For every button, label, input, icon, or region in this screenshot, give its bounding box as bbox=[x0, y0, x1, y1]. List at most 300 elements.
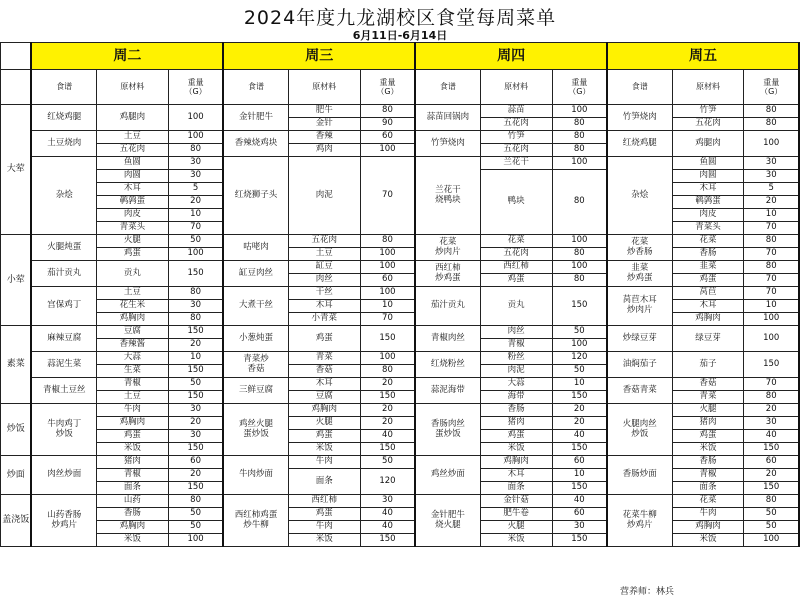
ingredient-cell: 肉丝 bbox=[480, 326, 552, 339]
ingredient-cell: 火腿 bbox=[288, 417, 360, 430]
dish-name: 蒜苗回锅肉 bbox=[415, 105, 480, 131]
ingredient-cell: 鸡蛋 bbox=[672, 274, 744, 287]
weight-cell: 10 bbox=[360, 300, 415, 313]
ingredient-cell: 鸡胸肉 bbox=[96, 417, 168, 430]
ingredient-cell: 青椒 bbox=[96, 378, 168, 391]
weight-cell: 20 bbox=[360, 417, 415, 430]
weight-cell: 30 bbox=[552, 521, 607, 534]
dish-name: 杂烩 bbox=[31, 157, 96, 235]
ingredient-cell: 鹌鹑蛋 bbox=[96, 196, 168, 209]
meal-type-label: 盖浇饭 bbox=[1, 495, 32, 547]
ingredient-cell: 西红柿 bbox=[480, 261, 552, 274]
ingredient-cell: 缸豆 bbox=[288, 261, 360, 274]
weight-cell: 5 bbox=[168, 183, 223, 196]
ingredient-cell: 米饭 bbox=[288, 443, 360, 456]
ingredient-cell: 米饭 bbox=[96, 534, 168, 547]
weight-cell: 70 bbox=[360, 157, 415, 235]
dish-name: 茄汁贡丸 bbox=[31, 261, 96, 287]
weight-cell: 10 bbox=[168, 209, 223, 222]
ingredient-cell: 木耳 bbox=[480, 469, 552, 482]
weight-cell: 50 bbox=[360, 456, 415, 469]
weight-cell: 80 bbox=[168, 313, 223, 326]
ingredient-cell: 鸡胸肉 bbox=[672, 521, 744, 534]
ingredient-cell: 鸭块 bbox=[480, 170, 552, 235]
table-row bbox=[1, 287, 800, 300]
ingredient-cell: 鸡胸肉 bbox=[480, 456, 552, 469]
col-header-qty: 重量 （G） bbox=[552, 70, 607, 105]
weight-cell: 60 bbox=[744, 456, 799, 469]
ingredient-cell: 木耳 bbox=[672, 183, 744, 196]
table-row bbox=[1, 131, 800, 144]
column-header-row bbox=[1, 70, 800, 105]
col-header-qty: 重量 （G） bbox=[168, 70, 223, 105]
table-row bbox=[1, 521, 800, 534]
weight-cell: 30 bbox=[168, 404, 223, 417]
weight-cell: 100 bbox=[168, 131, 223, 144]
weight-cell: 150 bbox=[360, 534, 415, 547]
meal-type-label: 素菜 bbox=[1, 326, 32, 404]
weight-cell: 10 bbox=[552, 469, 607, 482]
weight-cell: 20 bbox=[168, 196, 223, 209]
dish-name: 蒜泥生菜 bbox=[31, 352, 96, 378]
ingredient-cell: 鸡胸肉 bbox=[672, 313, 744, 326]
weight-cell: 20 bbox=[360, 404, 415, 417]
weight-cell: 30 bbox=[168, 157, 223, 170]
ingredient-cell: 面条 bbox=[96, 482, 168, 495]
dish-name: 三鲜豆腐 bbox=[223, 378, 288, 404]
weight-cell: 50 bbox=[168, 508, 223, 521]
table-row bbox=[1, 235, 800, 248]
ingredient-cell: 青椒 bbox=[480, 339, 552, 352]
dish-name: 油焖茄子 bbox=[607, 352, 672, 378]
weight-cell: 100 bbox=[168, 248, 223, 261]
ingredient-cell: 鹌鹑蛋 bbox=[672, 196, 744, 209]
ingredient-cell: 竹笋 bbox=[480, 131, 552, 144]
table-row bbox=[1, 352, 800, 365]
ingredient-cell: 火腿 bbox=[480, 521, 552, 534]
ingredient-cell: 花菜 bbox=[672, 235, 744, 248]
dish-name: 莴苣木耳 炒肉片 bbox=[607, 287, 672, 326]
ingredient-cell: 土豆 bbox=[288, 248, 360, 261]
ingredient-cell: 木耳 bbox=[96, 183, 168, 196]
ingredient-cell: 牛肉 bbox=[672, 508, 744, 521]
weight-cell: 120 bbox=[552, 352, 607, 365]
ingredient-cell: 猪肉 bbox=[480, 417, 552, 430]
day-header: 周五 bbox=[607, 43, 799, 70]
corner-cell bbox=[1, 43, 32, 70]
ingredient-cell: 贡丸 bbox=[480, 287, 552, 326]
weight-cell: 80 bbox=[744, 105, 799, 118]
ingredient-cell: 肉丝 bbox=[288, 274, 360, 287]
weight-cell: 100 bbox=[360, 144, 415, 157]
page-title: 2024年度九龙湖校区食堂每周菜单 bbox=[243, 7, 557, 29]
table-row bbox=[1, 417, 800, 430]
weight-cell: 40 bbox=[744, 430, 799, 443]
ingredient-cell: 生菜 bbox=[96, 365, 168, 378]
ingredient-cell: 五花肉 bbox=[480, 144, 552, 157]
ingredient-cell: 绿豆芽 bbox=[672, 326, 744, 352]
ingredient-cell: 肉皮 bbox=[96, 209, 168, 222]
weight-cell: 150 bbox=[168, 391, 223, 404]
weight-cell: 100 bbox=[360, 287, 415, 300]
ingredient-cell: 鸡胸肉 bbox=[288, 404, 360, 417]
dish-name: 香肠炒面 bbox=[607, 456, 672, 495]
ingredient-cell: 花菜 bbox=[480, 235, 552, 248]
table-row bbox=[1, 313, 800, 326]
weight-cell: 40 bbox=[552, 495, 607, 508]
ingredient-cell: 西红柿 bbox=[288, 495, 360, 508]
ingredient-cell: 贡丸 bbox=[96, 261, 168, 287]
dish-name: 土豆烧肉 bbox=[31, 131, 96, 157]
ingredient-cell: 鸡蛋 bbox=[672, 430, 744, 443]
weight-cell: 80 bbox=[744, 118, 799, 131]
weight-cell: 80 bbox=[552, 131, 607, 144]
ingredient-cell: 火腿 bbox=[672, 404, 744, 417]
ingredient-cell: 蒜苗 bbox=[480, 105, 552, 118]
ingredient-cell: 面条 bbox=[480, 482, 552, 495]
weight-cell: 70 bbox=[168, 222, 223, 235]
meal-type-label: 大荤 bbox=[1, 105, 32, 235]
day-header: 周四 bbox=[415, 43, 607, 70]
ingredient-cell: 肥牛卷 bbox=[480, 508, 552, 521]
weight-cell: 80 bbox=[744, 495, 799, 508]
dish-name: 火腿炖蛋 bbox=[31, 235, 96, 261]
dish-name: 咕咾肉 bbox=[223, 235, 288, 261]
day-header-row bbox=[1, 43, 800, 70]
weight-cell: 30 bbox=[744, 170, 799, 183]
ingredient-cell: 火腿 bbox=[96, 235, 168, 248]
ingredient-cell: 肉泥 bbox=[288, 157, 360, 235]
dish-name: 竹笋烧肉 bbox=[607, 105, 672, 131]
ingredient-cell: 粉丝 bbox=[480, 352, 552, 365]
corner-cell bbox=[1, 70, 32, 105]
col-header-qty: 重量 （G） bbox=[360, 70, 415, 105]
weight-cell: 100 bbox=[168, 105, 223, 131]
weight-cell: 10 bbox=[168, 352, 223, 365]
weight-cell: 100 bbox=[552, 261, 607, 274]
ingredient-cell: 鱼圆 bbox=[672, 157, 744, 170]
ingredient-cell: 香肠 bbox=[96, 508, 168, 521]
ingredient-cell: 花菜 bbox=[672, 495, 744, 508]
table-row bbox=[1, 105, 800, 118]
meal-type-label: 炒饭 bbox=[1, 404, 32, 456]
weight-cell: 150 bbox=[552, 534, 607, 547]
weight-cell: 80 bbox=[360, 365, 415, 378]
dish-name: 鸡丝火腿 蛋炒饭 bbox=[223, 404, 288, 456]
ingredient-cell: 青椒 bbox=[96, 469, 168, 482]
ingredient-cell: 海带 bbox=[480, 391, 552, 404]
ingredient-cell: 牛肉 bbox=[288, 521, 360, 534]
ingredient-cell: 青菜头 bbox=[672, 222, 744, 235]
ingredient-cell: 米饭 bbox=[672, 534, 744, 547]
dish-name: 韭菜 炒鸡蛋 bbox=[607, 261, 672, 287]
dish-name: 杂烩 bbox=[607, 157, 672, 235]
ingredient-cell: 木耳 bbox=[288, 300, 360, 313]
weight-cell: 150 bbox=[744, 443, 799, 456]
weight-cell: 70 bbox=[744, 274, 799, 287]
weight-cell: 80 bbox=[552, 248, 607, 261]
ingredient-cell: 五花肉 bbox=[288, 235, 360, 248]
weight-cell: 120 bbox=[360, 469, 415, 495]
ingredient-cell: 米饭 bbox=[480, 534, 552, 547]
ingredient-cell: 鸡腿肉 bbox=[96, 105, 168, 131]
ingredient-cell: 鸡蛋 bbox=[288, 430, 360, 443]
ingredient-cell: 木耳 bbox=[672, 300, 744, 313]
weight-cell: 150 bbox=[168, 365, 223, 378]
dish-name: 山药香肠 炒鸡片 bbox=[31, 495, 96, 547]
weight-cell: 30 bbox=[744, 157, 799, 170]
weight-cell: 150 bbox=[168, 482, 223, 495]
weight-cell: 50 bbox=[168, 378, 223, 391]
ingredient-cell: 香肠 bbox=[672, 456, 744, 469]
ingredient-cell: 大蒜 bbox=[96, 352, 168, 365]
weight-cell: 60 bbox=[552, 508, 607, 521]
table-row bbox=[1, 300, 800, 313]
ingredient-cell: 肉圆 bbox=[96, 170, 168, 183]
ingredient-cell: 猪肉 bbox=[672, 417, 744, 430]
ingredient-cell: 五花肉 bbox=[96, 144, 168, 157]
weight-cell: 40 bbox=[360, 508, 415, 521]
weight-cell: 20 bbox=[168, 339, 223, 352]
weight-cell: 10 bbox=[744, 300, 799, 313]
weight-cell: 20 bbox=[744, 196, 799, 209]
ingredient-cell: 鸡蛋 bbox=[480, 274, 552, 287]
weight-cell: 90 bbox=[360, 118, 415, 131]
ingredient-cell: 香肠 bbox=[672, 248, 744, 261]
ingredient-cell: 米饭 bbox=[288, 534, 360, 547]
ingredient-cell: 小青菜 bbox=[288, 313, 360, 326]
dish-name: 火腿肉丝 炒饭 bbox=[607, 404, 672, 456]
dish-name: 兰花干 烧鸭块 bbox=[415, 157, 480, 235]
ingredient-cell: 鸡蛋 bbox=[480, 430, 552, 443]
weight-cell: 150 bbox=[552, 443, 607, 456]
table-row bbox=[1, 469, 800, 482]
meal-type-label: 小荤 bbox=[1, 235, 32, 326]
table-row bbox=[1, 326, 800, 339]
ingredient-cell: 米饭 bbox=[96, 443, 168, 456]
ingredient-cell: 韭菜 bbox=[672, 261, 744, 274]
weight-cell: 50 bbox=[168, 235, 223, 248]
table-row bbox=[1, 430, 800, 443]
dish-name: 红烧狮子头 bbox=[223, 157, 288, 235]
weight-cell: 80 bbox=[744, 261, 799, 274]
weight-cell: 150 bbox=[552, 391, 607, 404]
weight-cell: 40 bbox=[360, 521, 415, 534]
dish-name: 炒绿豆芽 bbox=[607, 326, 672, 352]
ingredient-cell: 土豆 bbox=[96, 391, 168, 404]
dish-name: 茄汁贡丸 bbox=[415, 287, 480, 326]
weight-cell: 40 bbox=[360, 430, 415, 443]
ingredient-cell: 鸡蛋 bbox=[288, 508, 360, 521]
menu-body bbox=[1, 105, 800, 547]
weight-cell: 60 bbox=[168, 456, 223, 469]
weight-cell: 80 bbox=[552, 118, 607, 131]
dish-name: 麻辣豆腐 bbox=[31, 326, 96, 352]
col-header-ingredient: 原材料 bbox=[480, 70, 552, 105]
day-header: 周二 bbox=[31, 43, 223, 70]
ingredient-cell: 肉皮 bbox=[672, 209, 744, 222]
weight-cell: 80 bbox=[552, 144, 607, 157]
ingredient-cell: 豆腐 bbox=[288, 391, 360, 404]
ingredient-cell: 五花肉 bbox=[480, 118, 552, 131]
table-row bbox=[1, 443, 800, 456]
ingredient-cell: 香肠 bbox=[480, 404, 552, 417]
dish-name: 红烧鸡腿 bbox=[607, 131, 672, 157]
weight-cell: 20 bbox=[744, 404, 799, 417]
col-header-dish: 食谱 bbox=[223, 70, 288, 105]
dish-name: 西红柿鸡蛋 炒牛柳 bbox=[223, 495, 288, 547]
ingredient-cell: 猪肉 bbox=[96, 456, 168, 469]
ingredient-cell: 鸡腿肉 bbox=[672, 131, 744, 157]
ingredient-cell: 香菇 bbox=[672, 378, 744, 391]
col-header-dish: 食谱 bbox=[607, 70, 672, 105]
weight-cell: 70 bbox=[744, 248, 799, 261]
ingredient-cell: 鸡蛋 bbox=[288, 326, 360, 352]
dish-name: 大煮干丝 bbox=[223, 287, 288, 326]
col-header-ingredient: 原材料 bbox=[288, 70, 360, 105]
ingredient-cell: 五花肉 bbox=[480, 248, 552, 261]
ingredient-cell: 鸡胸肉 bbox=[96, 521, 168, 534]
ingredient-cell: 大蒜 bbox=[480, 378, 552, 391]
ingredient-cell: 面条 bbox=[288, 469, 360, 495]
ingredient-cell: 米饭 bbox=[480, 443, 552, 456]
weight-cell: 150 bbox=[552, 287, 607, 326]
ingredient-cell: 香辣酱 bbox=[96, 339, 168, 352]
dish-name: 花菜 炒香肠 bbox=[607, 235, 672, 261]
ingredient-cell: 肥牛 bbox=[288, 105, 360, 118]
col-header-qty: 重量 （G） bbox=[744, 70, 799, 105]
nutritionist-note: 营养师：林兵 bbox=[620, 587, 675, 597]
dish-name: 金针肥牛 烧火腿 bbox=[415, 495, 480, 547]
ingredient-cell: 鸡蛋 bbox=[96, 248, 168, 261]
weight-cell: 100 bbox=[552, 235, 607, 248]
weight-cell: 80 bbox=[744, 235, 799, 248]
weight-cell: 80 bbox=[360, 105, 415, 118]
ingredient-cell: 鸡胸肉 bbox=[96, 313, 168, 326]
dish-name: 牛肉鸡丁 炒饭 bbox=[31, 404, 96, 456]
weight-cell: 30 bbox=[168, 300, 223, 313]
ingredient-cell: 鱼圆 bbox=[96, 157, 168, 170]
weight-cell: 100 bbox=[744, 131, 799, 157]
dish-name: 金针肥牛 bbox=[223, 105, 288, 131]
dish-name: 花菜牛柳 炒鸡片 bbox=[607, 495, 672, 547]
table-row bbox=[1, 508, 800, 521]
weight-cell: 50 bbox=[552, 365, 607, 378]
table-row bbox=[1, 495, 800, 508]
ingredient-cell: 五花肉 bbox=[672, 118, 744, 131]
weight-cell: 10 bbox=[744, 209, 799, 222]
ingredient-cell: 花生米 bbox=[96, 300, 168, 313]
dish-name: 鸡丝炒面 bbox=[415, 456, 480, 495]
ingredient-cell: 肉圆 bbox=[672, 170, 744, 183]
ingredient-cell: 牛肉 bbox=[288, 456, 360, 469]
weight-cell: 30 bbox=[168, 430, 223, 443]
weight-cell: 60 bbox=[360, 274, 415, 287]
weight-cell: 100 bbox=[552, 157, 607, 170]
ingredient-cell: 金针菇 bbox=[480, 495, 552, 508]
ingredient-cell: 香辣 bbox=[288, 131, 360, 144]
ingredient-cell: 香菇 bbox=[288, 365, 360, 378]
weight-cell: 100 bbox=[552, 339, 607, 352]
table-row bbox=[1, 261, 800, 274]
dish-name: 花菜 炒肉片 bbox=[415, 235, 480, 261]
weight-cell: 30 bbox=[360, 495, 415, 508]
ingredient-cell: 牛肉 bbox=[96, 404, 168, 417]
weight-cell: 70 bbox=[744, 378, 799, 391]
dish-name: 香肠肉丝 蛋炒饭 bbox=[415, 404, 480, 456]
day-header: 周三 bbox=[223, 43, 415, 70]
weight-cell: 70 bbox=[744, 287, 799, 300]
ingredient-cell: 鸡肉 bbox=[288, 144, 360, 157]
table-row bbox=[1, 157, 800, 170]
ingredient-cell: 山药 bbox=[96, 495, 168, 508]
ingredient-cell: 金针 bbox=[288, 118, 360, 131]
weight-cell: 150 bbox=[168, 261, 223, 287]
dish-name: 香菇青菜 bbox=[607, 378, 672, 404]
weight-cell: 100 bbox=[168, 534, 223, 547]
weight-cell: 150 bbox=[168, 443, 223, 456]
weight-cell: 50 bbox=[168, 521, 223, 534]
meal-type-label: 炒面 bbox=[1, 456, 32, 495]
weight-cell: 20 bbox=[552, 417, 607, 430]
ingredient-cell: 米饭 bbox=[672, 443, 744, 456]
col-header-ingredient: 原材料 bbox=[96, 70, 168, 105]
dish-name: 西红柿 炒鸡蛋 bbox=[415, 261, 480, 287]
weight-cell: 150 bbox=[168, 326, 223, 339]
table-row bbox=[1, 456, 800, 469]
weight-cell: 50 bbox=[744, 508, 799, 521]
weight-cell: 70 bbox=[744, 222, 799, 235]
weight-cell: 80 bbox=[552, 170, 607, 235]
weight-cell: 50 bbox=[744, 521, 799, 534]
weight-cell: 100 bbox=[552, 105, 607, 118]
dish-name: 蒜泥海带 bbox=[415, 378, 480, 404]
weight-cell: 150 bbox=[744, 352, 799, 378]
date-range: 6月11日-6月14日 bbox=[352, 29, 448, 42]
ingredient-cell: 干丝 bbox=[288, 287, 360, 300]
weight-cell: 100 bbox=[744, 326, 799, 352]
weight-cell: 80 bbox=[168, 144, 223, 157]
dish-name: 牛肉炒面 bbox=[223, 456, 288, 495]
weight-cell: 100 bbox=[744, 534, 799, 547]
weight-cell: 100 bbox=[360, 261, 415, 274]
weight-cell: 50 bbox=[552, 326, 607, 339]
weight-cell: 30 bbox=[744, 417, 799, 430]
weight-cell: 60 bbox=[552, 456, 607, 469]
ingredient-cell: 莴苣 bbox=[672, 287, 744, 300]
col-header-dish: 食谱 bbox=[415, 70, 480, 105]
ingredient-cell: 面条 bbox=[672, 482, 744, 495]
weight-cell: 20 bbox=[552, 404, 607, 417]
ingredient-cell: 茄子 bbox=[672, 352, 744, 378]
weight-cell: 80 bbox=[744, 391, 799, 404]
ingredient-cell: 青菜 bbox=[288, 352, 360, 365]
dish-name: 红烧粉丝 bbox=[415, 352, 480, 378]
table-row bbox=[1, 534, 800, 547]
weight-cell: 20 bbox=[360, 378, 415, 391]
weight-cell: 5 bbox=[744, 183, 799, 196]
dish-name: 青椒土豆丝 bbox=[31, 378, 96, 404]
table-row bbox=[1, 248, 800, 261]
ingredient-cell: 木耳 bbox=[288, 378, 360, 391]
col-header-dish: 食谱 bbox=[31, 70, 96, 105]
ingredient-cell: 豆腐 bbox=[96, 326, 168, 339]
weight-cell: 100 bbox=[744, 313, 799, 326]
ingredient-cell: 青菜头 bbox=[96, 222, 168, 235]
col-header-ingredient: 原材料 bbox=[672, 70, 744, 105]
dish-name: 缸豆肉丝 bbox=[223, 261, 288, 287]
weight-cell: 20 bbox=[744, 469, 799, 482]
